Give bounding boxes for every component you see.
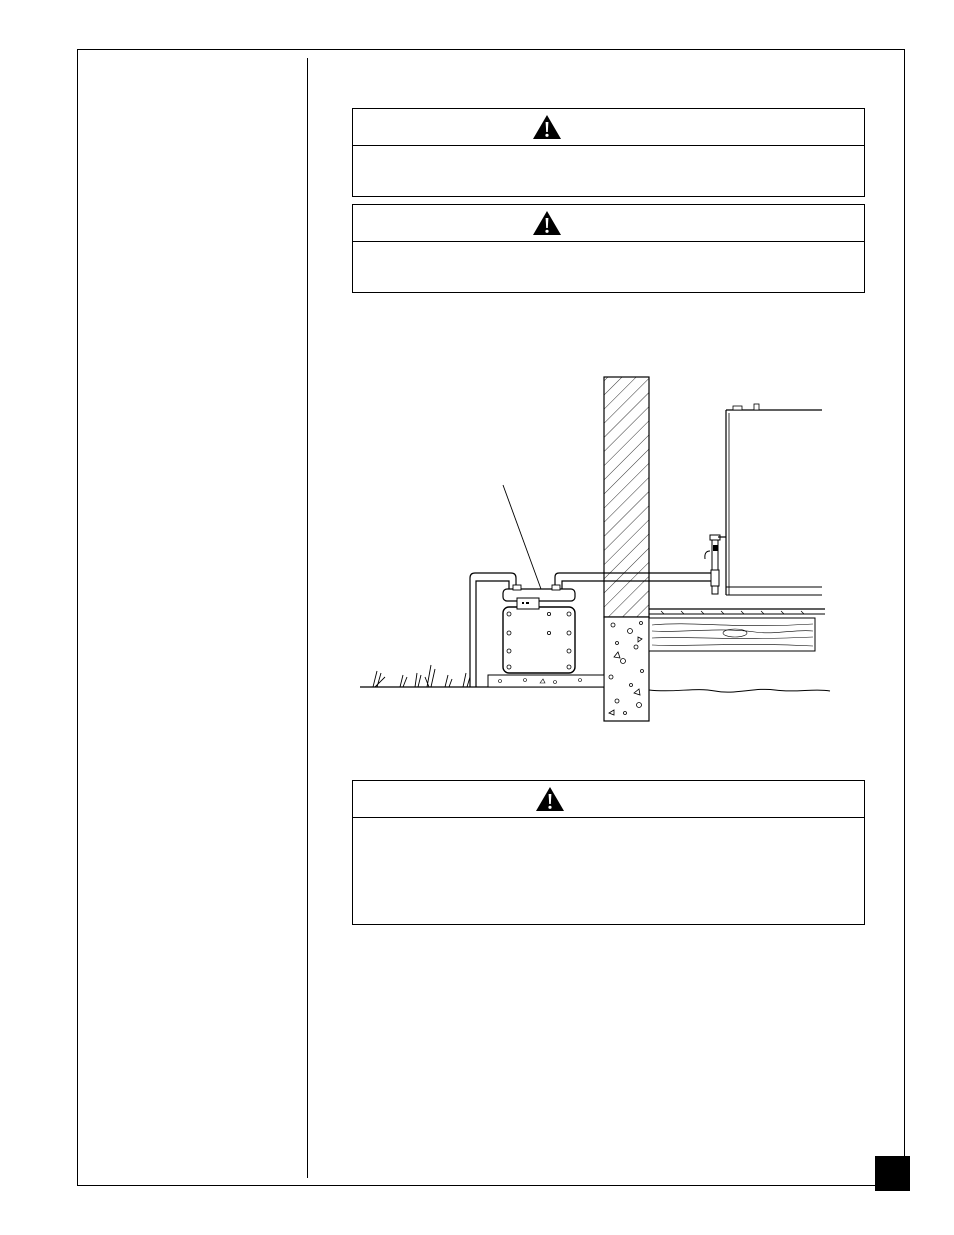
foundation bbox=[604, 617, 649, 721]
gas-meter bbox=[503, 607, 575, 673]
installation-figure bbox=[355, 375, 835, 725]
warning-text bbox=[353, 242, 864, 254]
warning-text bbox=[353, 146, 864, 158]
warning-box-2 bbox=[352, 204, 865, 293]
warning-triangle-icon bbox=[535, 786, 565, 812]
column-divider bbox=[307, 58, 308, 1178]
meter-pad bbox=[488, 675, 604, 687]
page-number-tab bbox=[875, 1156, 910, 1191]
warning-text bbox=[353, 818, 864, 830]
gas-meter-installation-illustration bbox=[355, 375, 835, 725]
warning-box-3 bbox=[352, 780, 865, 925]
warning-header bbox=[353, 205, 864, 242]
warning-box-1 bbox=[352, 108, 865, 197]
grass bbox=[373, 665, 470, 687]
warning-triangle-icon bbox=[532, 114, 562, 140]
warning-header bbox=[353, 109, 864, 146]
wood-joist bbox=[649, 618, 815, 651]
warning-header bbox=[353, 781, 864, 818]
warning-triangle-icon bbox=[532, 210, 562, 236]
